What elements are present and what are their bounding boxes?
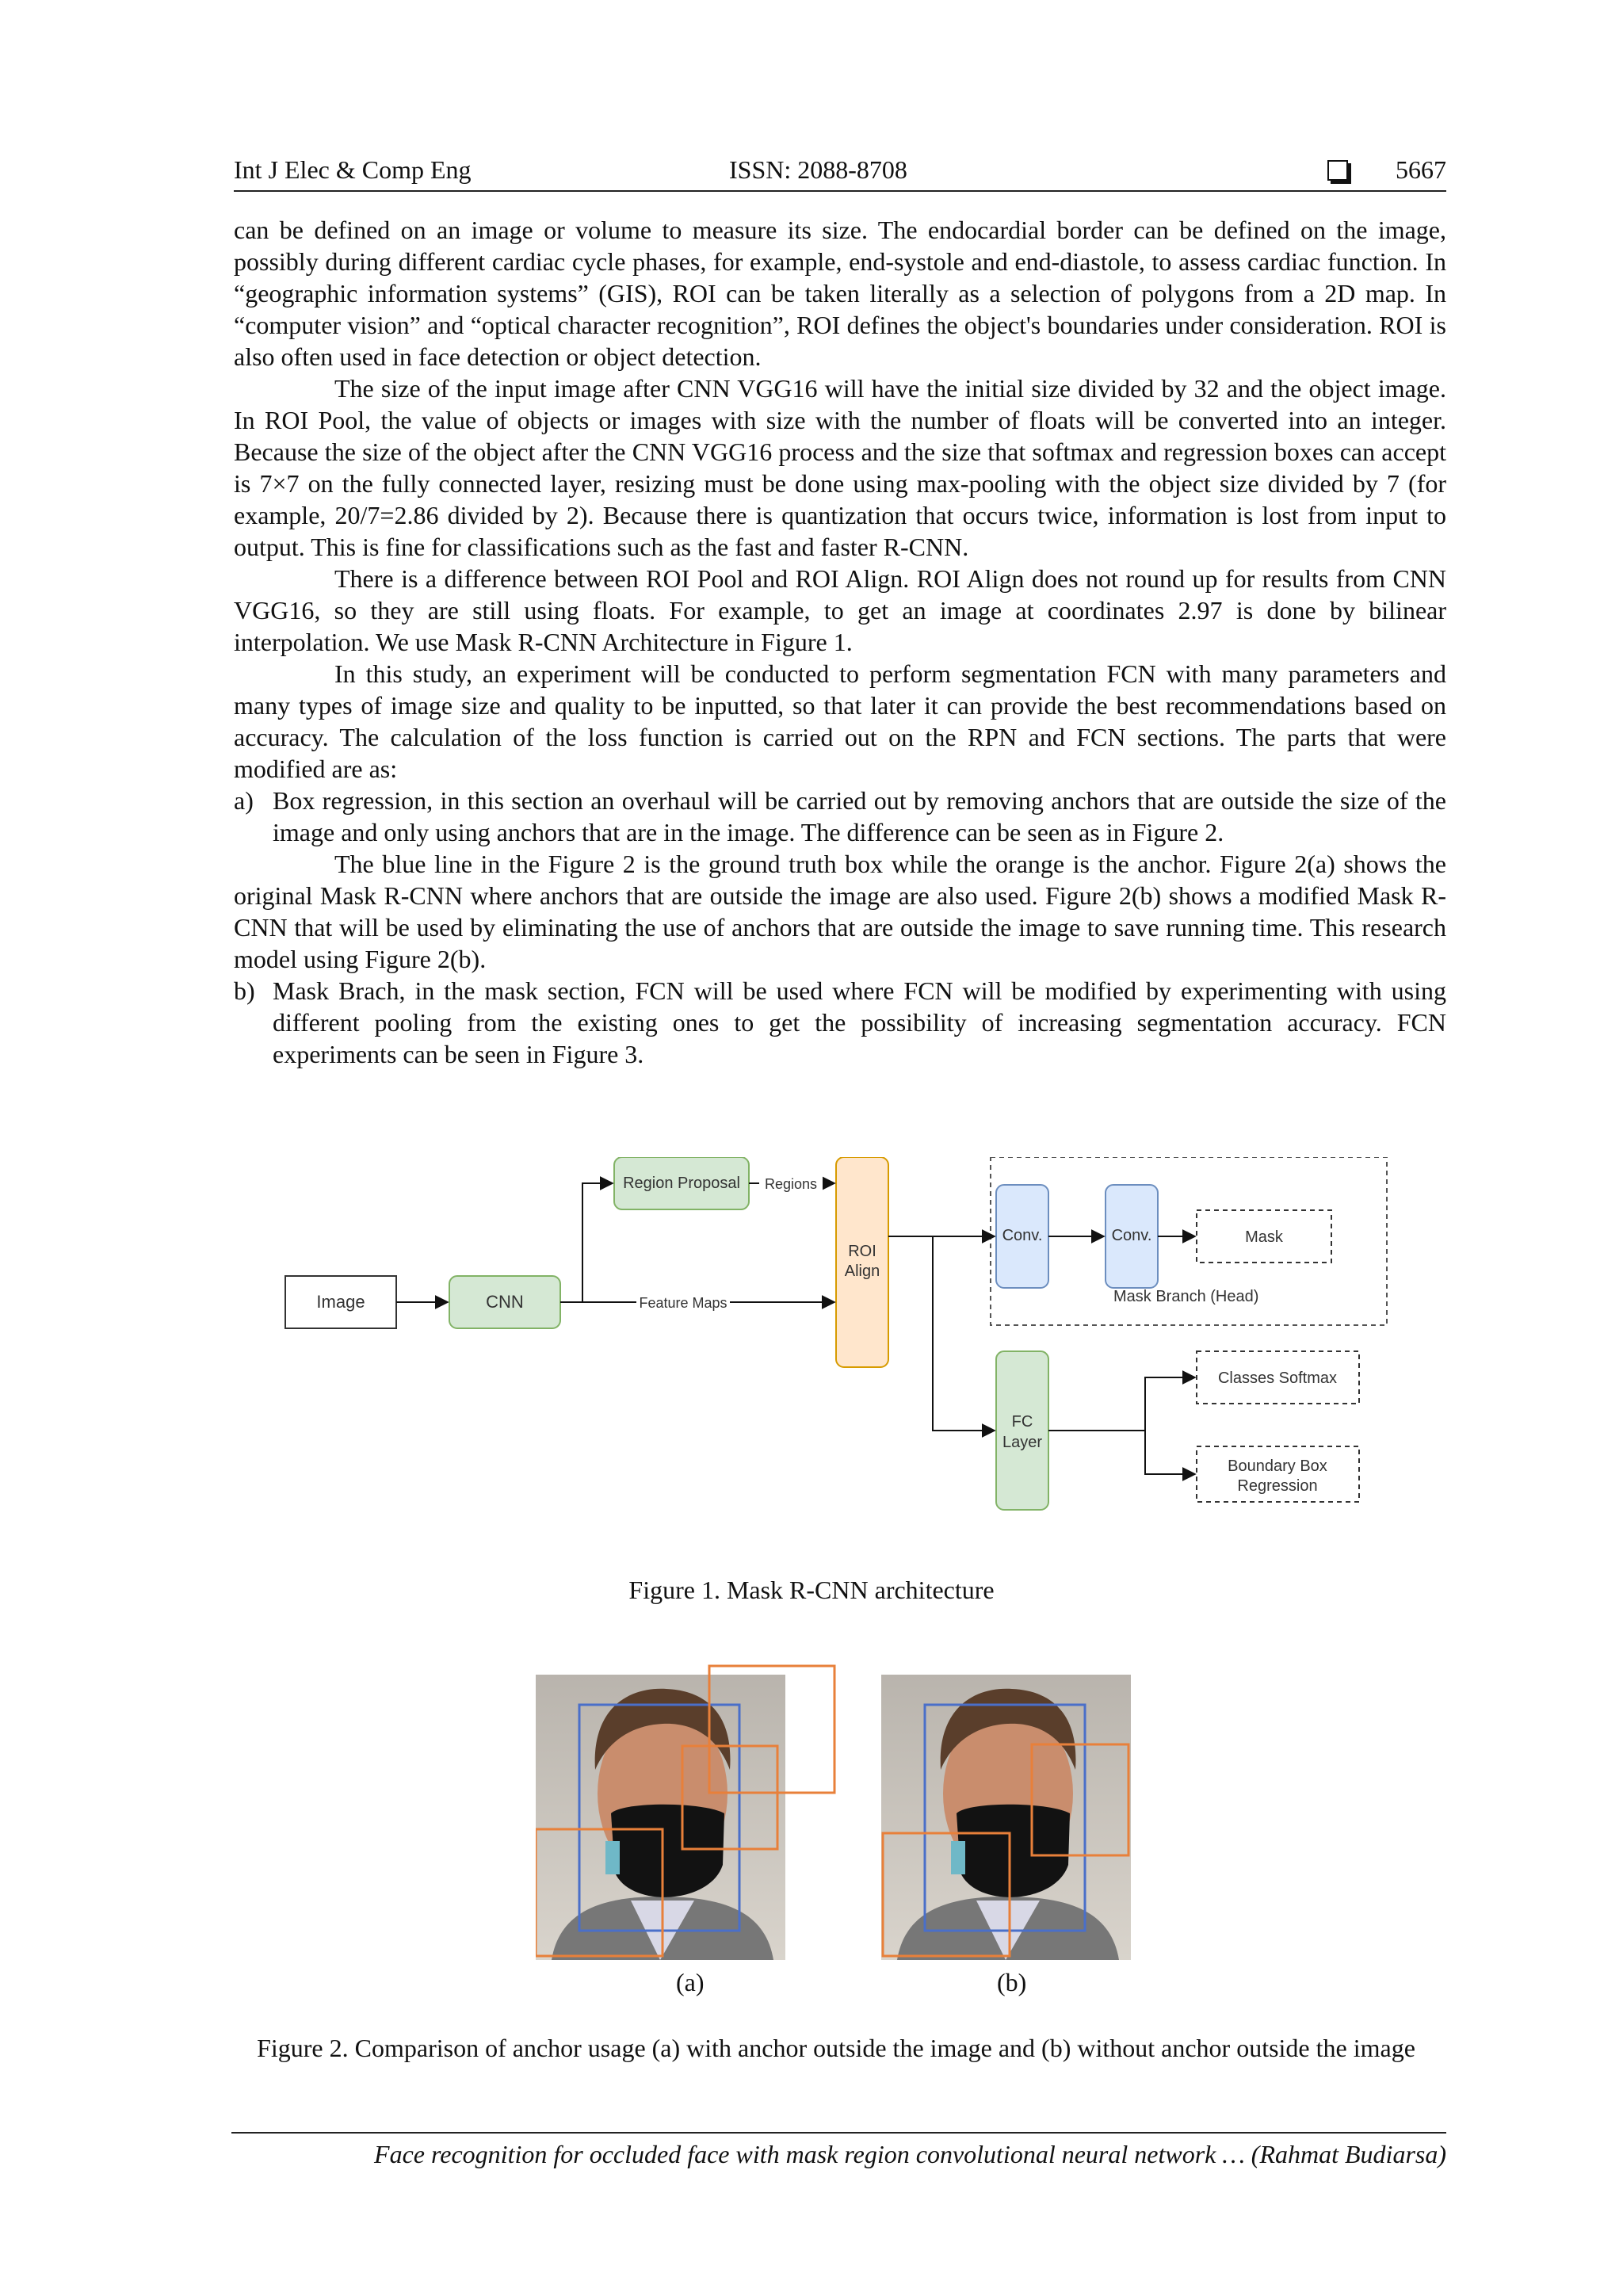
list-text-a: Box regression, in this section an overhaul will be carried out by removing anchors that are outside the size of the image and only using anchors that are in the image. The difference can be seen as in Figure 2. <box>273 786 1446 846</box>
running-header <box>234 155 1446 192</box>
journal-name: Int J Elec & Comp Eng <box>234 155 472 184</box>
bbox-regression-label-2: Regression <box>1237 1477 1318 1495</box>
figure-1-caption: Figure 1. Mask R-CNN architecture <box>628 1576 995 1604</box>
page-number: 5667 <box>1396 155 1446 184</box>
face-mask <box>957 1805 1070 1897</box>
paragraph-3: There is a difference between ROI Pool and ROI Align. ROI Align does not round up for results from CNN VGG16, so they are still using floats. For example, to get an image at coordinates 2.97 is done by bilinear interpolation. We use Mask R-CNN Architecture in Figure 1. <box>234 564 1446 656</box>
body-text <box>234 214 1446 1070</box>
fc-layer-node <box>996 1351 1048 1510</box>
edge-label-feature-maps: Feature Maps <box>639 1295 727 1311</box>
architecture-diagram <box>281 1157 1391 1553</box>
classes-softmax-label: Classes Softmax <box>1217 1370 1338 1387</box>
edge-label-regions: Regions <box>764 1176 818 1192</box>
region-proposal-label: Region Proposal <box>623 1175 740 1192</box>
edge-fc-layer-classes <box>1048 1377 1195 1431</box>
paragraph-1: can be defined on an image or volume to measure its size. The endocardial border can be defined on the image, possibly during different cardiac cycle phases, for example, end-systole and end-diastole, to assess cardiac function. In “geographic information systems” (GIS), ROI can be taken literally as a selection of polygons from a 2D map. In “computer vision” and “optical character recognition”, ROI defines the object's boundaries under consideration. ROI is also often used in face detection or object detection. <box>234 216 1446 371</box>
anchor-box-a1 <box>536 1829 663 1956</box>
bbox-regression-label-1: Boundary Box <box>1228 1457 1327 1475</box>
figure-2-caption: Figure 2. Comparison of anchor usage (a) with anchor outside the image and (b) without anchor outside the image <box>257 2034 1415 2062</box>
edge-roi-align-fc-layer <box>888 1236 995 1431</box>
edge-cnn-region-proposal <box>560 1183 613 1302</box>
paragraph-4: In this study, an experiment will be conducted to perform segmentation FCN with many parameters and many types of image size and quality to be inputted, so that later it can provide the best recommendations based on accuracy. The calculation of the loss function is carried out on the RPN and FCN sections. The parts that were modified are as: <box>234 659 1446 783</box>
list-item-b <box>234 975 1446 1070</box>
running-footer: Face recognition for occluded face with mask region convolutional neural network … (Rahmat Budiarsa) <box>231 2132 1446 2169</box>
issn: ISSN: 2088-8708 <box>729 155 907 184</box>
anchor-box-outside <box>709 1666 834 1793</box>
fc-layer-label-2: Layer <box>1002 1434 1043 1451</box>
earloop-accent <box>951 1841 965 1874</box>
figure-2a-label: (a) <box>676 1968 705 1996</box>
checkbox-square-icon <box>1327 160 1348 181</box>
list-marker-a: a) <box>234 786 254 815</box>
list-text-b: Mask Brach, in the mask section, FCN will be used where FCN will be modified by experimenting with using different pooling from the existing ones to get the possibility of increasing segmentation accuracy. FCN experiments can be seen in Figure 3. <box>273 976 1446 1068</box>
conv-node-1-label: Conv. <box>1002 1227 1043 1244</box>
mask-branch-label: Mask Branch (Head) <box>1113 1288 1259 1305</box>
list-marker-b: b) <box>234 976 255 1005</box>
outside-anchor-overlay <box>708 1664 842 1807</box>
paragraph-5: The blue line in the Figure 2 is the ground truth box while the orange is the anchor. Figure 2(a) shows the original Mask R-CNN where anchors that are outside the image are also used. Figure 2(b) shows a modified Mask R-CNN that will be used by eliminating the use of anchors that are outside the image to save running time. This research model using Figure 2(b). <box>234 850 1446 973</box>
fc-layer-label-1: FC <box>1011 1413 1033 1431</box>
figure-2b-label: (b) <box>997 1968 1027 1996</box>
mask-node-label: Mask <box>1245 1228 1283 1246</box>
list-item-a <box>234 785 1446 848</box>
paragraph-2: The size of the input image after CNN VGG16 will have the initial size divided by 32 and the object image. In ROI Pool, the value of objects or images with size with the number of floats will be converted into an integer. Because the size of the object after the CNN VGG16 process and the size that softmax and regression boxes can accept is 7×7 on the fully connected layer, resizing must be done using max-pooling with the object size divided by 7 (for example, 20/7=2.86 divided by 2). Because there is quantization that occurs twice, information is lost from input to output. This is fine for classifications such as the fast and faster R-CNN. <box>234 374 1446 561</box>
roi-align-label-2: Align <box>844 1263 880 1280</box>
image-node-label: Image <box>316 1292 365 1312</box>
face-photo-b <box>881 1675 1131 1960</box>
roi-align-label-1: ROI <box>848 1243 876 1260</box>
cnn-node-label: CNN <box>486 1292 524 1312</box>
edge-fc-layer-bbox <box>1145 1431 1195 1474</box>
conv-node-2-label: Conv. <box>1111 1227 1152 1244</box>
